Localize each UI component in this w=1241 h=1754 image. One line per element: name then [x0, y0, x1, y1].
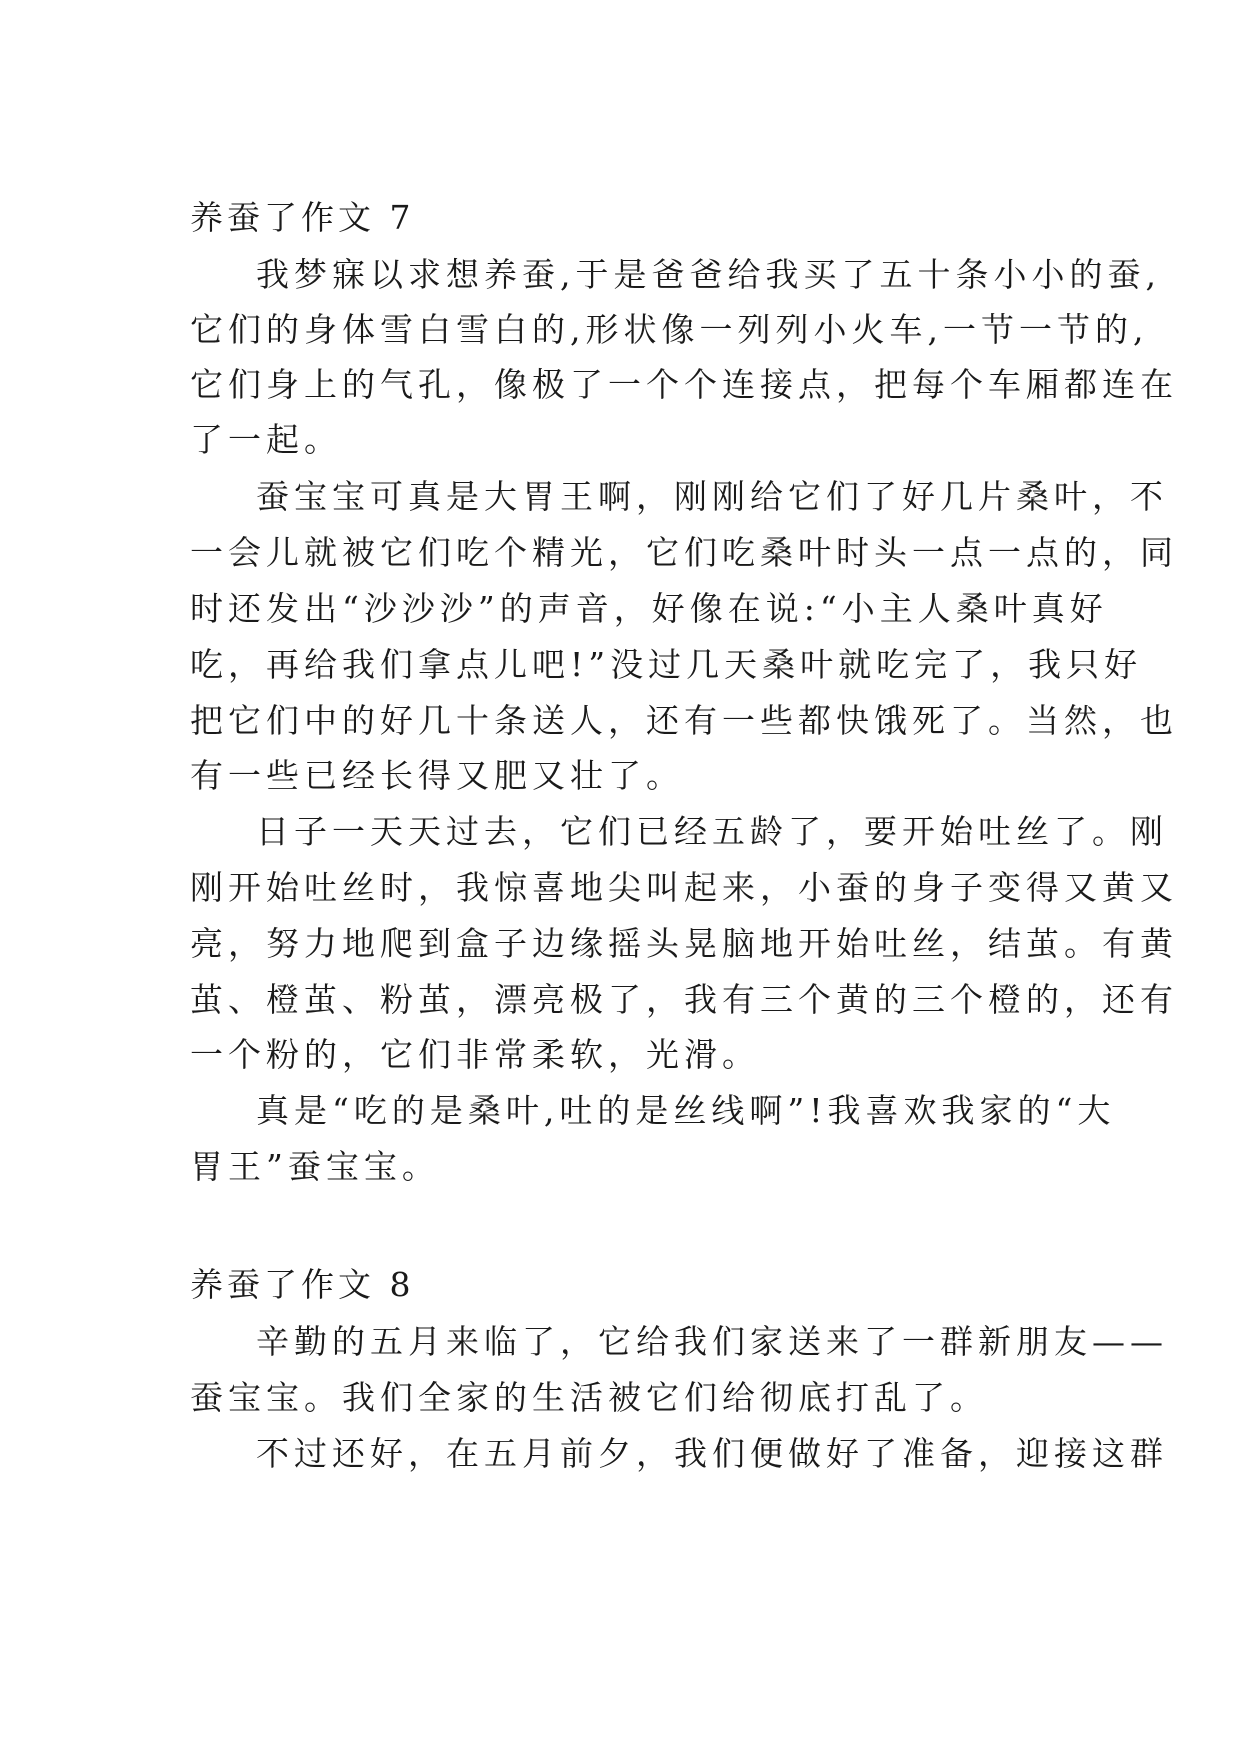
paragraph-line: 茧、橙茧、粉茧，漂亮极了，我有三个黄的三个橙的，还有 — [190, 980, 1178, 1019]
paragraph-line: 它们的身体雪白雪白的,形状像一列列小火车,一节一节的, — [190, 310, 1149, 349]
paragraph-line: 蚕宝宝可真是大胃王啊，刚刚给它们了好几片桑叶，不 — [256, 477, 1168, 516]
section-title-7: 养蚕了作文 7 — [190, 198, 415, 237]
paragraph-line: 不过还好，在五月前夕，我们便做好了准备，迎接这群 — [256, 1434, 1168, 1473]
paragraph-line: 了一起。 — [190, 420, 342, 459]
paragraph-line: 刚开始吐丝时，我惊喜地尖叫起来，小蚕的身子变得又黄又 — [190, 868, 1178, 907]
paragraph-line: 真是“吃的是桑叶,吐的是丝线啊”!我喜欢我家的“大 — [256, 1091, 1116, 1130]
paragraph-line: 亮，努力地爬到盒子边缘摇头晃脑地开始吐丝，结茧。有黄 — [190, 924, 1178, 963]
paragraph-line: 它们身上的气孔，像极了一个个连接点，把每个车厢都连在 — [190, 365, 1178, 404]
section-title-8: 养蚕了作文 8 — [190, 1265, 415, 1304]
paragraph-line: 有一些已经长得又肥又壮了。 — [190, 756, 684, 795]
paragraph-line: 吃，再给我们拿点儿吧!”没过几天桑叶就吃完了，我只好 — [190, 645, 1143, 684]
paragraph-line: 时还发出“沙沙沙”的声音，好像在说:“小主人桑叶真好 — [190, 589, 1108, 628]
paragraph-line: 胃王”蚕宝宝。 — [190, 1147, 440, 1186]
paragraph-line: 把它们中的好几十条送人，还有一些都快饿死了。当然，也 — [190, 701, 1178, 740]
paragraph-line: 辛勤的五月来临了，它给我们家送来了一群新朋友—— — [256, 1322, 1168, 1361]
paragraph-line: 我梦寐以求想养蚕,于是爸爸给我买了五十条小小的蚕, — [256, 255, 1161, 294]
paragraph-line: 一个粉的，它们非常柔软，光滑。 — [190, 1035, 760, 1074]
paragraph-line: 日子一天天过去，它们已经五龄了，要开始吐丝了。刚 — [256, 812, 1168, 851]
paragraph-line: 蚕宝宝。我们全家的生活被它们给彻底打乱了。 — [190, 1378, 988, 1417]
paragraph-line: 一会儿就被它们吃个精光，它们吃桑叶时头一点一点的，同 — [190, 533, 1178, 572]
